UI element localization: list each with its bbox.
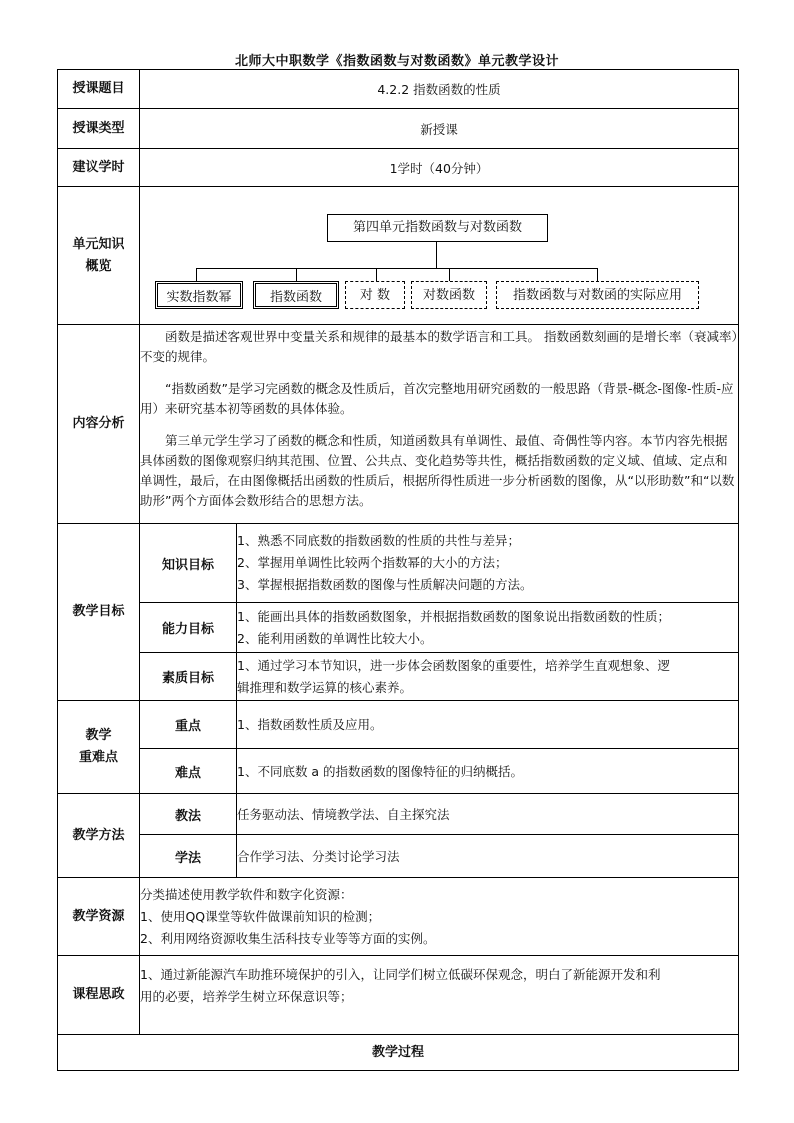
row-lesson-type (58, 109, 739, 149)
ability-item-1: 1、能画出具体的指数函数图象，并根据指数函数的图象说出指数函数的性质； (237, 608, 670, 624)
quality-objective-content (237, 653, 739, 701)
knowledge-item-2: 2、掌握用单调性比较两个指数幂的大小的方法； (237, 555, 508, 570)
methods-label: 教学方法 (58, 794, 140, 878)
analysis-content (140, 325, 739, 524)
knowledge-item-3: 3、掌握根据指数函数的图像与性质解决问题的方法。 (237, 577, 533, 592)
row-ideology (58, 956, 739, 1035)
diagram-root-connector (436, 241, 437, 268)
quality-objective-label: 素质目标 (140, 653, 237, 701)
resources-line-3: 2、利用网络资源收集生活科技专业等等方面的实例。 (140, 930, 436, 946)
lesson-type-value: 新授课 (140, 109, 739, 149)
resources-label: 教学资源 (58, 878, 140, 956)
diagram-branch-5 (597, 268, 598, 281)
ability-objective-label: 能力目标 (140, 603, 237, 653)
row-difficult-point (58, 749, 739, 794)
ability-item-2: 2、能利用函数的单调性比较大小。 (237, 630, 433, 646)
diagram-branch-3 (376, 268, 377, 281)
key-points-label-line2: 重难点 (78, 750, 118, 765)
hours-label: 建议学时 (58, 149, 140, 187)
hours-value: 1学时（40分钟） (140, 149, 739, 187)
row-objective-ability (58, 603, 739, 653)
topic-value: 4.2.2 指数函数的性质 (140, 70, 739, 109)
row-learning-method (58, 835, 739, 878)
teaching-method-value: 任务驱动法、情境教学法、自主探究法 (237, 794, 739, 835)
difficult-point-value: 1、不同底数 a 的指数函数的图像特征的归纳概括。 (237, 749, 739, 794)
document-title: 北师大中职数学《指数函数与对数函数》单元教学设计 (234, 54, 559, 69)
ideology-content (140, 956, 739, 1035)
analysis-label: 内容分析 (58, 325, 140, 524)
key-point-value: 1、指数函数性质及应用。 (237, 701, 739, 749)
ideology-label: 课程思政 (58, 956, 140, 1035)
knowledge-objective-content (237, 524, 739, 603)
ideology-line-1: 1、通过新能源汽车助推环境保护的引入，让同学们树立低碳环保观念，明白了新能源开发和利 (140, 967, 661, 982)
diagram-branch-line (196, 268, 597, 269)
difficult-point-label: 难点 (140, 749, 237, 794)
quality-item-2: 辑推理和数学运算的核心素养。 (237, 679, 413, 695)
analysis-paragraph-3: 第三单元学生学习了函数的概念和性质，知道函数具有单调性、最值、奇偶性等内容。本节内容先根据具体函数的图像观察归纳其范围、位置、公共点、变化趋势等共性，概括指数函数的定义域、值域、定点和单调性，最后，在由图像概括出函数的性质后，根据所得性质进一步分析函数的图像，从“以形助数”和“以数助形”两个方面体会数形结合的思想方法。 (140, 433, 735, 508)
topic-label: 授课题目 (58, 70, 140, 109)
lesson-type-label: 授课类型 (58, 109, 140, 149)
overview-label-line2: 概览 (85, 258, 112, 274)
teaching-process-heading: 教学过程 (58, 1035, 739, 1071)
key-points-label-line1: 教学 (85, 728, 112, 743)
key-point-label: 重点 (140, 701, 237, 749)
diagram-branch-4 (449, 268, 450, 281)
learning-method-value: 合作学习法、分类讨论学习法 (237, 835, 739, 878)
objectives-label: 教学目标 (58, 524, 140, 701)
diagram-root-box: 第四单元指数函数与对数函数 (327, 214, 548, 242)
overview-label (58, 187, 140, 325)
resources-line-1: 分类描述使用教学软件和数字化资源： (140, 886, 353, 902)
row-teaching-method (58, 794, 739, 835)
diagram-item-applications: 指数函数与对数函的实际应用 (496, 281, 699, 309)
overview-cell (140, 187, 739, 325)
analysis-paragraph-1: 函数是描述客观世界中变量关系和规律的最基本的数学语言和工具。 指数函数刻画的是增长率（衰减率）不变的规律。 (140, 329, 738, 364)
key-points-label (58, 701, 140, 794)
lesson-plan-table (57, 69, 739, 1071)
diagram-item-exponential-function: 指数函数 (253, 281, 339, 309)
overview-label-line1: 单元知识 (72, 236, 125, 252)
resources-content (140, 878, 739, 956)
knowledge-item-1: 1、熟悉不同底数的指数函数的性质的共性与差异； (237, 533, 520, 548)
row-resources (58, 878, 739, 956)
row-hours (58, 149, 739, 187)
row-objective-quality (58, 653, 739, 701)
quality-item-1: 1、通过学习本节知识，进一步体会函数图象的重要性，培养学生直观想象、逻 (237, 657, 670, 673)
row-process (58, 1035, 739, 1071)
learning-method-label: 学法 (140, 835, 237, 878)
row-topic (58, 70, 739, 109)
ability-objective-content (237, 603, 739, 653)
resources-line-2: 1、使用QQ课堂等软件做课前知识的检测； (140, 908, 381, 924)
knowledge-objective-label: 知识目标 (140, 524, 237, 603)
row-overview (58, 187, 739, 325)
row-objective-knowledge (58, 524, 739, 603)
diagram-item-log-function: 对数函数 (411, 281, 487, 309)
diagram-branch-1 (196, 268, 197, 281)
diagram-item-real-exponent: 实数指数幂 (155, 281, 243, 309)
analysis-paragraph-2: “指数函数”是学习完函数的概念及性质后，首次完整地用研究函数的一般思路（背景-概念-图像-性质-应用）来研究基本初等函数的具体体验。 (140, 381, 734, 416)
row-analysis (58, 325, 739, 524)
teaching-method-label: 教法 (140, 794, 237, 835)
unit-structure-diagram (149, 197, 729, 315)
row-key-point (58, 701, 739, 749)
diagram-item-logarithm: 对 数 (345, 281, 405, 309)
diagram-branch-2 (296, 268, 297, 281)
ideology-line-2: 用的必要，培养学生树立环保意识等； (140, 989, 353, 1004)
